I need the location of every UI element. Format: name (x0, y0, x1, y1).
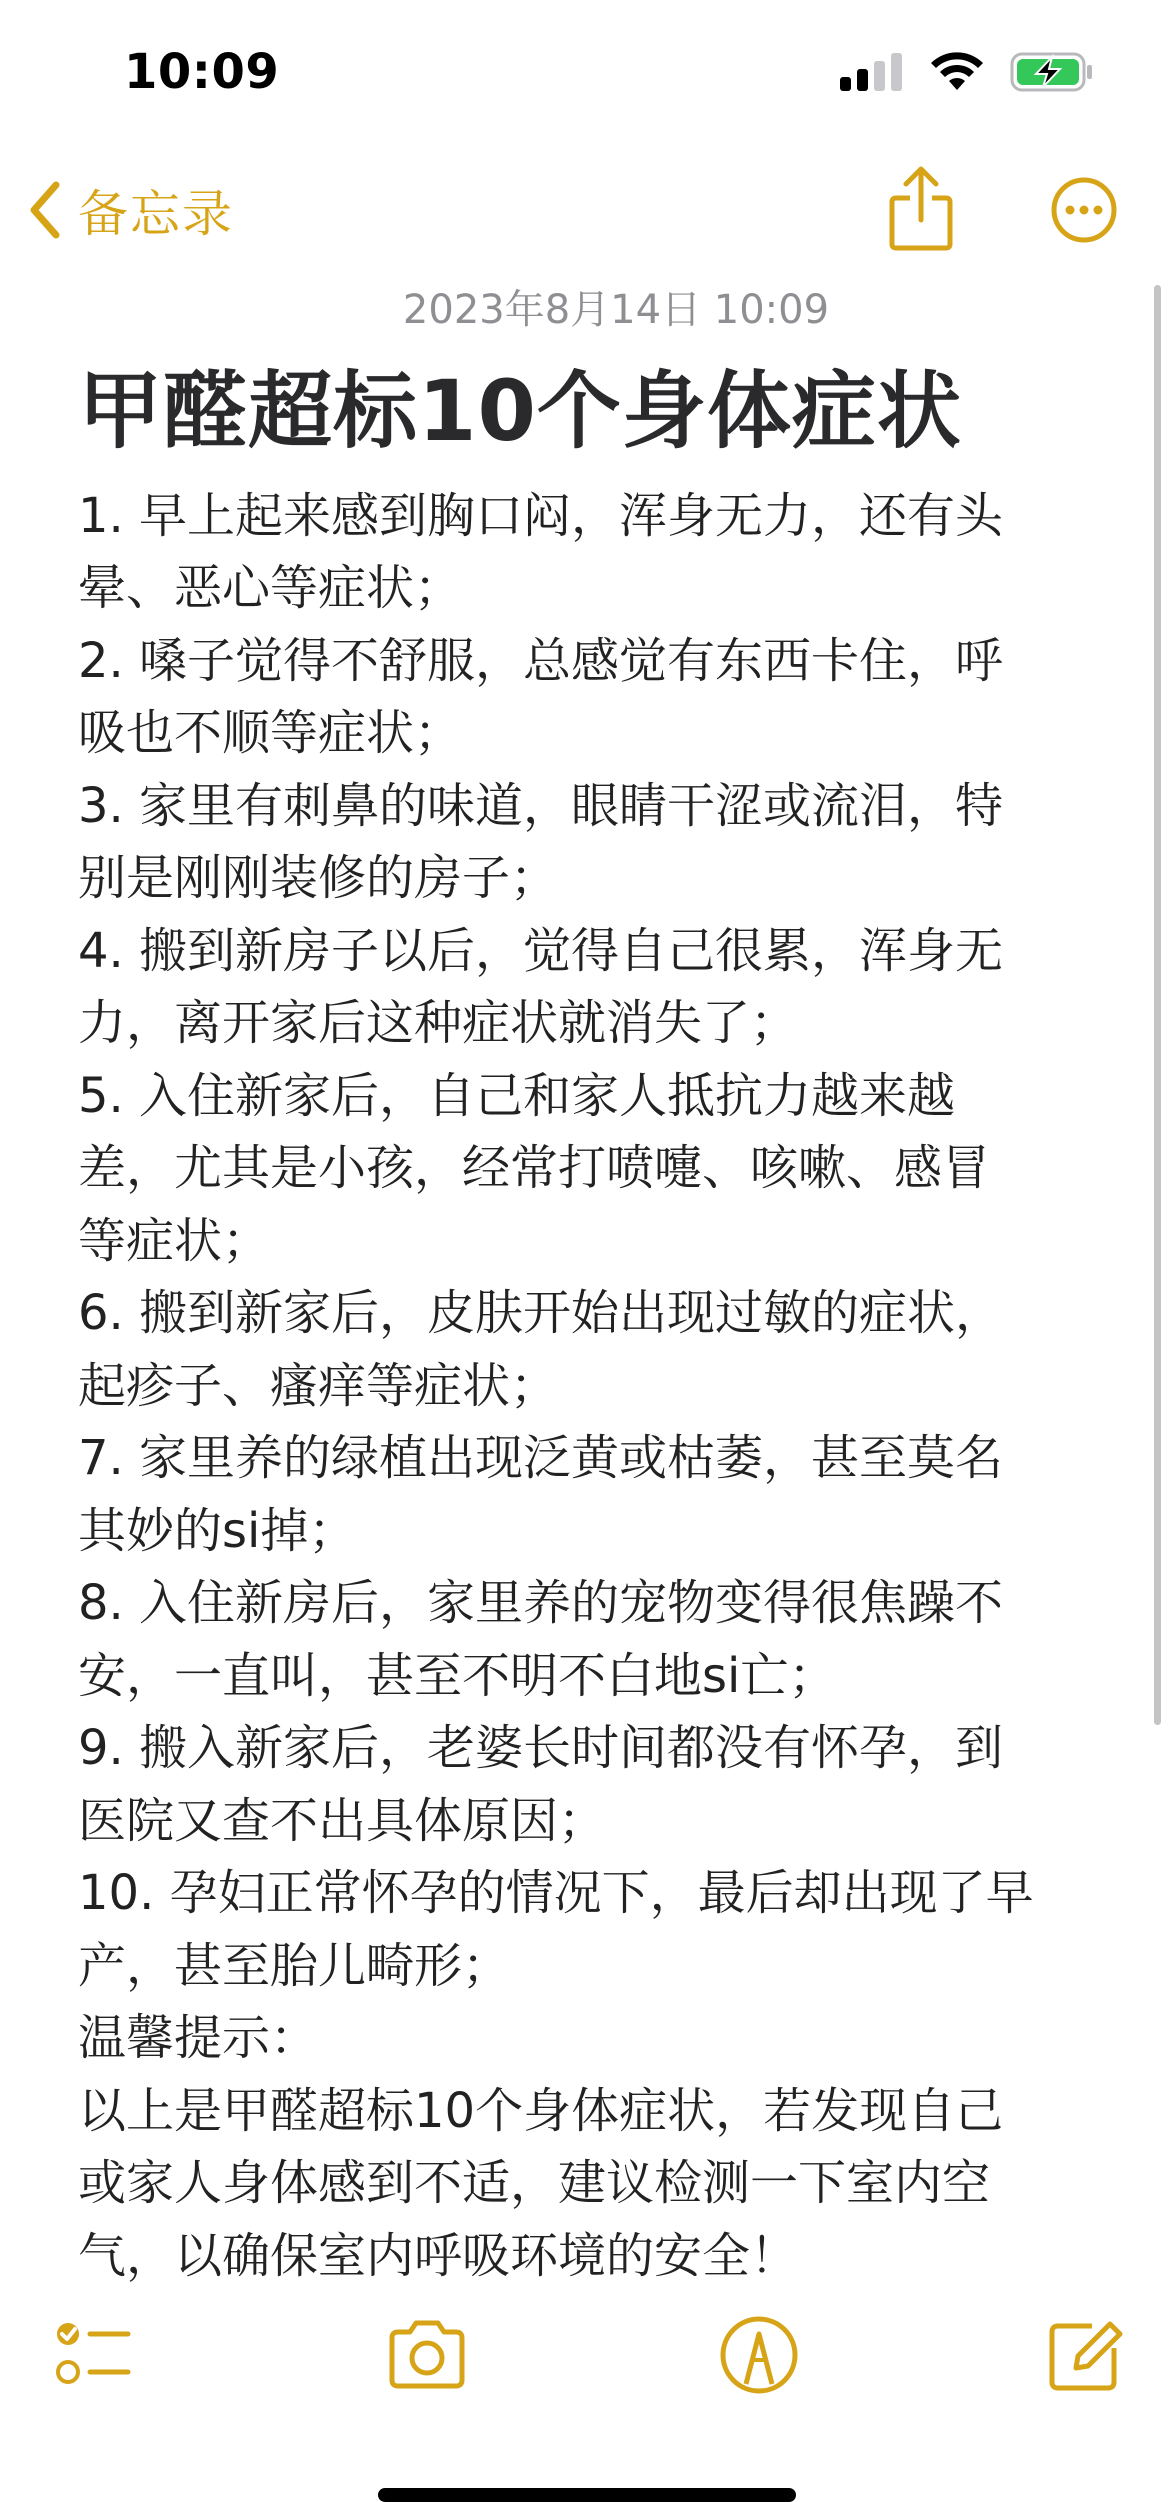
back-button[interactable] (24, 170, 234, 250)
note-line: 气，以确保室内呼吸环境的安全！ (78, 2227, 799, 2284)
note-line: 产，甚至胎儿畸形； (78, 1937, 511, 1994)
note-line: 10. 孕妇正常怀孕的情况下，最后却出现了早 (78, 1865, 1034, 1922)
note-line: 5. 入住新家后，自己和家人抵抗力越来越 (78, 1067, 956, 1124)
checklist-icon[interactable] (48, 2310, 138, 2400)
share-icon[interactable] (886, 164, 956, 254)
note-line: 8. 入住新房后，家里养的宠物变得很焦躁不 (78, 1575, 1004, 1632)
note-line: 医院又查不出具体原因； (78, 1792, 607, 1849)
scroll-indicator[interactable] (1154, 285, 1161, 1725)
note-line: 安，一直叫，甚至不明不白地si亡； (78, 1647, 837, 1704)
wifi-icon (930, 52, 984, 92)
note-line: 以上是甲醛超标10个身体症状，若发现自己 (78, 2082, 1004, 2139)
note-line: 起疹子、瘙痒等症状； (78, 1357, 559, 1414)
note-line: 或家人身体感到不适，建议检测一下室内空 (78, 2155, 991, 2212)
status-icons (840, 52, 1094, 92)
camera-icon[interactable] (382, 2310, 472, 2400)
note-line: 3. 家里有刺鼻的味道，眼睛干涩或流泪，特 (78, 777, 1004, 834)
note-line: 6. 搬到新家后，皮肤开始出现过敏的症状， (78, 1285, 1004, 1342)
note-line: 1. 早上起来感到胸口闷，浑身无力，还有头 (78, 487, 1004, 544)
note-line: 等症状； (78, 1212, 271, 1269)
note-body[interactable] (78, 480, 1098, 2293)
note-line: 其妙的si掉； (78, 1502, 357, 1559)
status-time: 10:09 (124, 44, 280, 100)
note-line: 温馨提示： (78, 2010, 319, 2067)
note-line: 别是刚刚装修的房子； (78, 850, 559, 907)
note-line: 9. 搬入新家后，老婆长时间都没有怀孕，到 (78, 1720, 1004, 1777)
cellular-signal-icon (840, 53, 904, 91)
note-line: 2. 嗓子觉得不舒服，总感觉有东西卡住，呼 (78, 632, 1004, 689)
battery-charging-icon (1010, 52, 1094, 92)
nav-bar (0, 150, 1170, 270)
note-date: 2023年8月14日 10:09 (402, 287, 830, 333)
note-line: 4. 搬到新房子以后，觉得自己很累，浑身无 (78, 922, 1004, 979)
status-bar (0, 0, 1170, 150)
back-label: 备忘录 (78, 185, 234, 243)
markup-icon[interactable] (714, 2310, 804, 2400)
note-line: 吸也不顺等症状； (78, 705, 463, 762)
note-line: 差，尤其是小孩，经常打喷嚏、咳嗽、感冒 (78, 1140, 991, 1197)
note-title[interactable]: 甲醛超标10个身体症状 (78, 362, 962, 460)
note-line: 晕、恶心等症状； (78, 560, 463, 617)
home-indicator[interactable] (378, 2488, 796, 2502)
note-content[interactable] (78, 270, 1098, 2292)
note-line: 力，离开家后这种症状就消失了； (78, 995, 799, 1052)
bottom-toolbar (0, 2310, 1170, 2420)
more-icon[interactable] (1050, 176, 1118, 244)
compose-icon[interactable] (1040, 2310, 1130, 2400)
note-line: 7. 家里养的绿植出现泛黄或枯萎，甚至莫名 (78, 1430, 1004, 1487)
chevron-left-icon (24, 179, 64, 241)
